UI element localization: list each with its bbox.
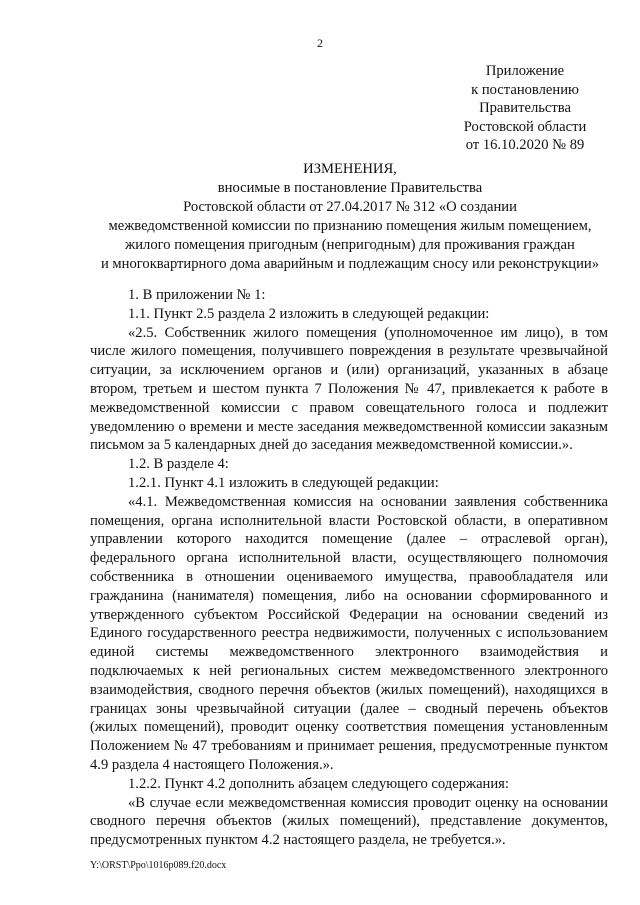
paragraph: 1. В приложении № 1: xyxy=(128,287,266,303)
heading-line: жилого помещения пригодным (непригодным) для проживания граждан xyxy=(125,237,575,253)
paragraph: «4.1. Межведомственная комиссия на основании заявления собственника помещения, органа исполнительной власти Ростовской области, в оперативном управлении которого находится помещение (далее – отраслевой орган), федерального органа исполнительной власти, осуществляющего полномочия собственника в отношении оцениваемого имущества, правообладателя или гражданина (нанимателя) помещения, либо на основании сформированного и утвержденного субъектом Российской Федерации на основании сведений из Единого государственного реестра недвижимости, полученных с использованием единой системы межведомственного электронного взаимодействия и подключаемых к ней региональных систем межведомственного электронного взаимодействия, сводного перечня объектов (жилых помещений), находящихся в границах зоны чрезвычайной ситуации (далее – сводный перечень объектов (жилых помещений), проводит оценку соответствия помещения установленным Положением № 47 требованиям и принимает решения, предусмотренные пунктом 4.9 раздела 4 настоящего Положения.». xyxy=(90,493,608,773)
page-number: 2 xyxy=(317,36,323,50)
heading-line: и многоквартирного дома аварийным и подлежащим сносу или реконструкции» xyxy=(100,256,600,272)
paragraph: 1.2.1. Пункт 4.1 изложить в следующей редакции: xyxy=(128,474,439,491)
paragraph: 1.1. Пункт 2.5 раздела 2 изложить в следующей редакции: xyxy=(128,305,490,322)
appendix-block xyxy=(440,62,610,155)
paragraph: 1.2. В разделе 4: xyxy=(128,456,229,473)
paragraph: «В случае если межведомственная комиссия проводит оценку на основании сводного перечня объектов (жилых помещений), представление документов, предусмотренных пунктом 4.2 настоящего раздела, не требуется.». xyxy=(90,794,608,849)
heading-line: вносимые в постановление Правительства xyxy=(217,180,483,196)
appendix-line: Ростовской области xyxy=(463,118,587,135)
appendix-line: от 16.10.2020 № 89 xyxy=(465,137,585,153)
paragraph: 1.2.2. Пункт 4.2 дополнить абзацем следующего содержания: xyxy=(128,775,509,792)
document-heading xyxy=(80,160,620,274)
appendix-line: Приложение xyxy=(485,63,565,79)
appendix-line: к постановлению xyxy=(471,81,579,98)
heading-line: межведомственной комиссии по признанию помещения жилым помещением, xyxy=(108,218,592,234)
heading-title: ИЗМЕНЕНИЯ, xyxy=(303,161,397,177)
heading-line: Ростовской области от 27.04.2017 № 312 «О создании xyxy=(183,199,517,215)
document-body xyxy=(90,286,608,850)
paragraph: «2.5. Собственник жилого помещения (уполномоченное им лицо), в том числе жилого помещения, получившего повреждения в результате чрезвычайной ситуации, за исключением органов и (или) организаций, указанных в абзаце втором, третьем и шестом пункта 7 Положения № 47, привлекается к работе в межведомственной комиссии с правом совещательного голоса и подлежит уведомлению о времени и месте заседания межведомственной комиссии заказным письмом за 5 календарных дней до заседания межведомственной комиссии.». xyxy=(90,324,608,454)
appendix-line: Правительства xyxy=(479,100,571,116)
file-path-footer: Y:\ORST\Ppo\1016p089.f20.docx xyxy=(90,860,227,871)
